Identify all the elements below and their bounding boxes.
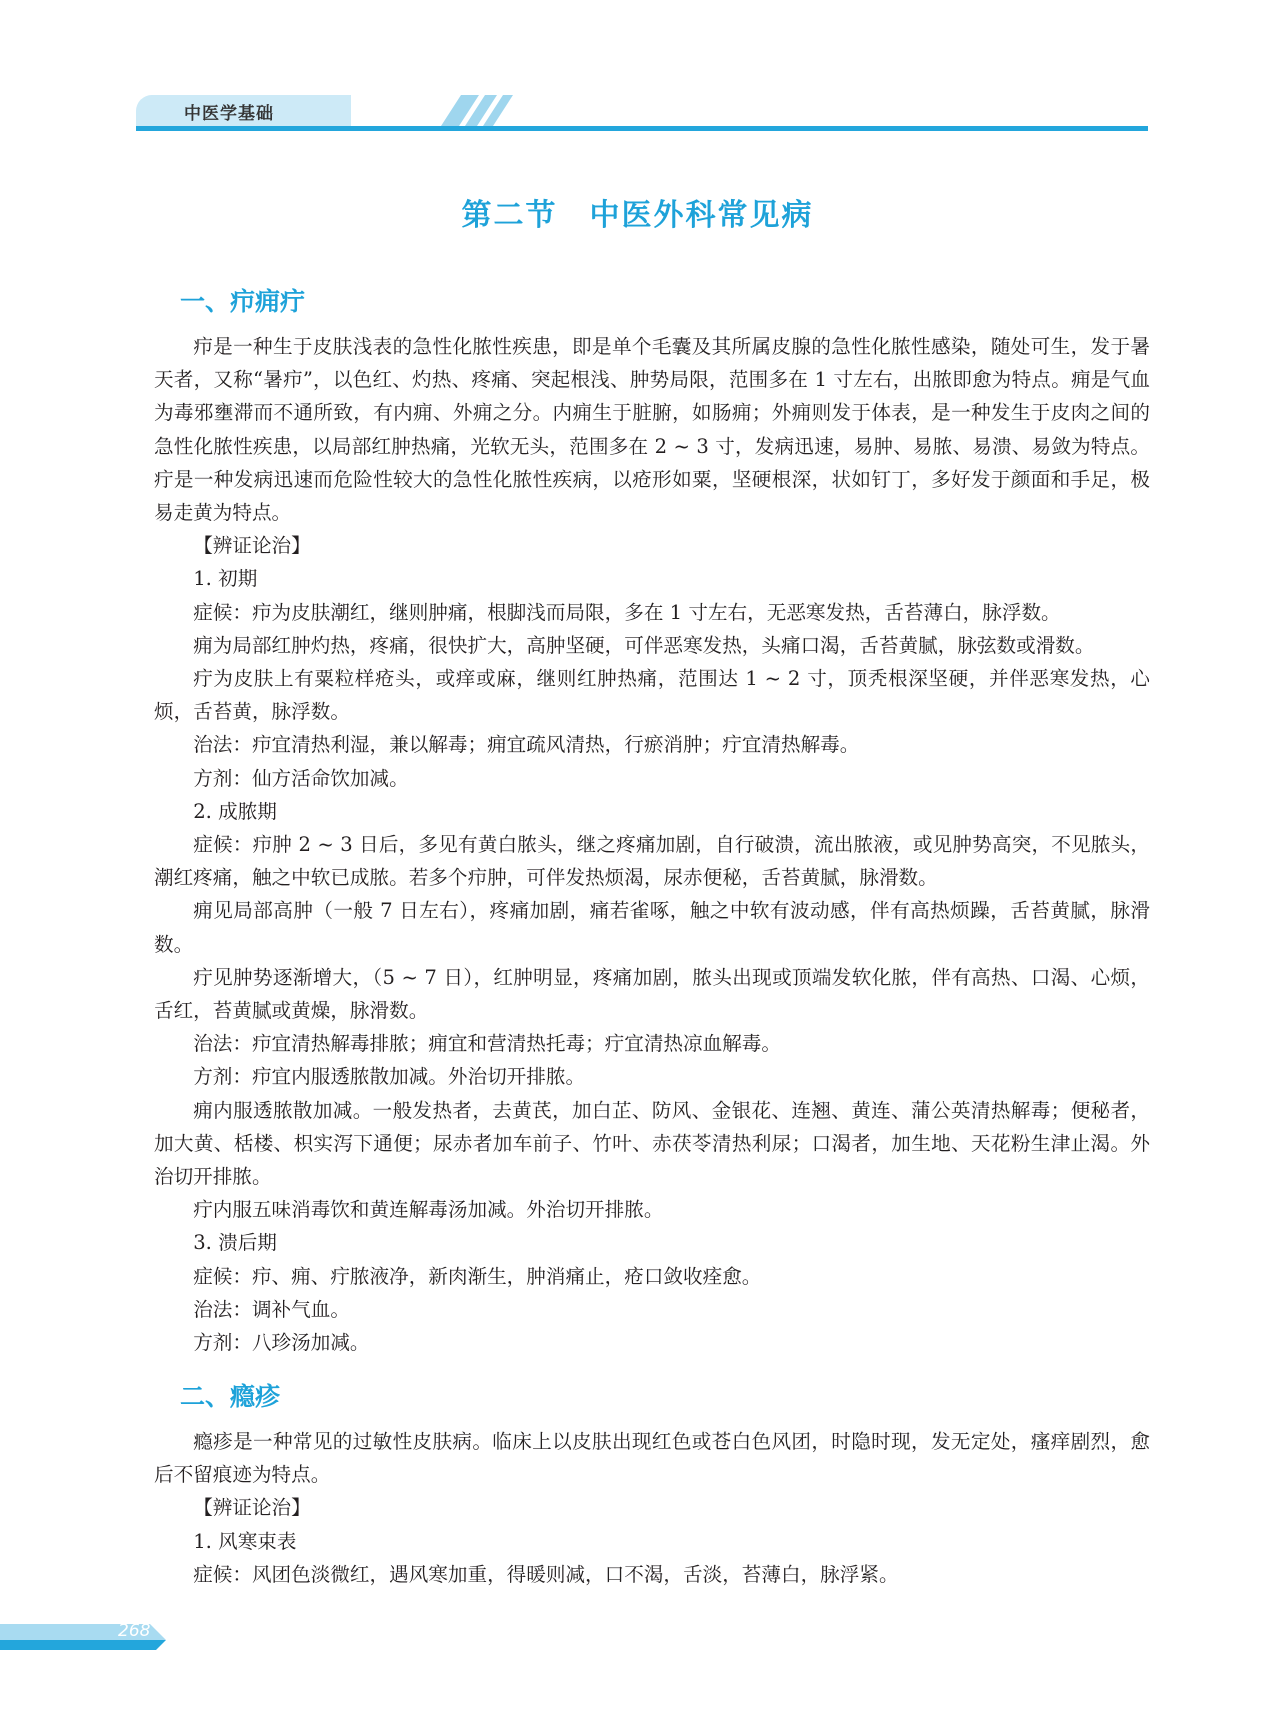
paragraph: 治法：调补气血。 xyxy=(193,1297,350,1321)
paragraph: 症候：疖为皮肤潮红，继则肿痛，根脚浅而局限，多在 1 寸左右，无恶寒发热，舌苔薄白，脉浮数。 xyxy=(193,600,1061,624)
paragraph: 疔为皮肤上有粟粒样疮头，或痒或麻，继则红肿热痛，范围达 1 ~ 2 寸，顶秃根深坚硬，并伴恶寒发热，心烦，舌苔黄，脉浮数。 xyxy=(154,667,1150,724)
paragraph: 痈为局部红肿灼热，疼痛，很快扩大，高肿坚硬，可伴恶寒发热，头痛口渴，舌苔黄腻，脉弦数或滑数。 xyxy=(193,633,1095,657)
paragraph: 痈内服透脓散加减。一般发热者，去黄芪，加白芷、防风、金银花、连翘、黄连、蒲公英清热解毒；便秘者，加大黄、栝楼、枳实泻下通便；尿赤者加车前子、竹叶、赤茯苓清热利尿；口渴者，加生地、天花粉生津止渴。外治切开排脓。 xyxy=(154,1098,1150,1189)
section-title: 第二节 中医外科常见病 xyxy=(461,198,814,233)
paragraph: 2. 成脓期 xyxy=(193,799,277,823)
page-number: 268 xyxy=(118,1621,151,1641)
paragraph: 【辨证论治】 xyxy=(193,534,311,558)
paragraph: 【辨证论治】 xyxy=(193,1496,311,1520)
paragraph: 瘾疹是一种常见的过敏性皮肤病。临床上以皮肤出现红色或苍白色风团，时隐时现，发无定处，瘙痒剧烈，愈后不留痕迹为特点。 xyxy=(154,1430,1150,1487)
header-rule xyxy=(136,126,1148,131)
paragraph: 治法：疖宜清热利湿，兼以解毒；痈宜疏风清热，行瘀消肿；疔宜清热解毒。 xyxy=(193,733,860,757)
paragraph: 1. 初期 xyxy=(193,567,258,591)
paragraph: 疔见肿势逐渐增大，（5 ~ 7 日），红肿明显，疼痛加剧，脓头出现或顶端发软化脓，伴有高热、口渴、心烦，舌红，苔黄腻或黄燥，脉滑数。 xyxy=(154,965,1150,1023)
running-title: 中医学基础 xyxy=(184,104,274,124)
paragraph: 症候：疖肿 2 ~ 3 日后，多见有黄白脓头，继之疼痛加剧，自行破溃，流出脓液，或见肿势高突，不见脓头，潮红疼痛，触之中软已成脓。若多个疖肿，可伴发热烦渴，尿赤便秘，舌苔黄腻，脉滑数。 xyxy=(154,833,1150,890)
paragraph: 疔内服五味消毒饮和黄连解毒汤加减。外治切开排脓。 xyxy=(193,1198,664,1222)
paragraph: 痈见局部高肿（一般 7 日左右），疼痛加剧，痛若雀啄，触之中软有波动感，伴有高热烦躁，舌苔黄腻，脉滑数。 xyxy=(154,899,1150,956)
header-stripes-decoration xyxy=(341,95,531,126)
page-footer-tab xyxy=(0,1620,200,1654)
paragraph: 1. 风寒束表 xyxy=(193,1529,297,1553)
section1-body xyxy=(154,330,1150,1359)
heading-urticaria: 二、瘾疹 xyxy=(180,1382,281,1411)
paragraph: 症候：风团色淡微红，遇风寒加重，得暖则减，口不渴，舌淡，苔薄白，脉浮紧。 xyxy=(193,1562,899,1586)
section2-body xyxy=(154,1425,1150,1591)
running-header xyxy=(136,95,1148,135)
paragraph: 方剂：疖宜内服透脓散加减。外治切开排脓。 xyxy=(193,1065,586,1089)
heading-boils: 一、疖痈疔 xyxy=(180,287,306,316)
paragraph: 治法：疖宜清热解毒排脓；痈宜和营清热托毒；疔宜清热凉血解毒。 xyxy=(193,1032,781,1056)
paragraph: 方剂：八珍汤加减。 xyxy=(193,1331,370,1355)
paragraph: 症候：疖、痈、疔脓液净，新肉渐生，肿消痛止，疮口敛收痊愈。 xyxy=(193,1264,762,1288)
paragraph: 疖是一种生于皮肤浅表的急性化脓性疾患，即是单个毛囊及其所属皮腺的急性化脓性感染，随处可生，发于暑天者，又称“暑疖”，以色红、灼热、疼痛、突起根浅、肿势局限，范围多在 1 寸左右，出脓即愈为特点。痈是气血为毒邪壅滞而不通所致，有内痈、外痈之分。内痈生于脏腑，如肠痈；外痈则发于体表，是一种发生于皮肉之间的急性化脓性疾患，以局部红肿热痛，光软无头，范围多在 2 ~ 3 寸，发病迅速，易肿、易脓、易溃、易敛为特点。疔是一种发病迅速而危险性较大的急性化脓性疾病，以疮形如粟，坚硬根深，状如钉丁，多好发于颜面和手足，极易走黄为特点。 xyxy=(154,335,1150,525)
paragraph: 3. 溃后期 xyxy=(193,1231,277,1255)
footer-tab-shape xyxy=(0,1620,200,1654)
paragraph: 方剂：仙方活命饮加减。 xyxy=(193,766,409,790)
